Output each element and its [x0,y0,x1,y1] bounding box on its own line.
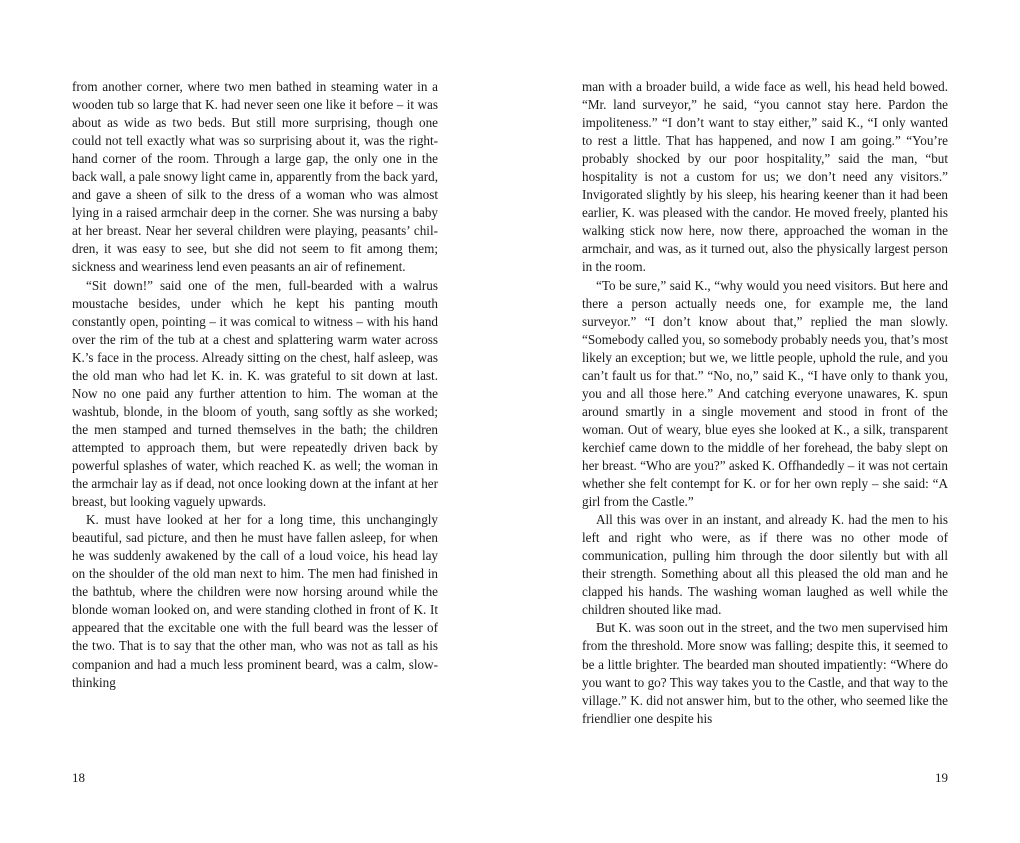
right-page-text [582,78,948,728]
paragraph: “Sit down!” said one of the men, full-bearded with a walrus moustache besides, under which he kept his panting mouth constantly open, pointing – it was comical to witness – with his hand over the rim of the tub at a chest and splattering warm water across K.’s face in the process. Already sitting on the chest, half asleep, was the old man who had let K. in. K. was grateful to sit down at last. Now no one paid any further attention to him. The woman at the washtub, blonde, in the bloom of youth, sang softly as she worked; the men stamped and turned themselves in the bath; the children attempted to approach them, but were repeatedly driven back by powerful splashes of water, which reached K. as well; the woman in the armchair lay as if dead, not once looking down at the infant at her breast, but looking vaguely upwards. [72,277,438,510]
paragraph: “To be sure,” said K., “why would you need visitors. But here and there a person actually needs one, for example me, the land surveyor.” “I don’t know about that,” replied the man slowly. “Somebody called you, so somebody probably needs you, that’s most likely an exception; but we, we little people, uphold the rule, and you can’t fault us for that.” “No, no,” said K., “I have only to thank you, you and all those here.” And catching everyone unawares, K. spun around smartly in a single movement and stood in front of the woman. Out of weary, blue eyes she looked at K., a silk, transparent kerchief came down to the middle of her forehead, the baby slept on her breast. “Who are you?” asked K. Offhandedly – it was not certain whether she felt contempt for K. or for her own reply – she said: “A girl from the Castle.” [582,277,948,510]
paragraph: But K. was soon out in the street, and the two men supervised him from the threshold. More snow was falling; despite this, it seemed to be a little brighter. The bearded man shouted impatiently: “Where do you want to go? This way takes you to the Castle, and that way to the village.” K. did not answer him, but to the other, who seemed like the friendlier one despite his [582,620,948,726]
paragraph: K. must have looked at her for a long time, this unchangingly beautiful, sad picture, and then he must have fallen asleep, for when he was suddenly awakened by the call of a loud voice, his head lay on the shoulder of the old man next to him. The men had finished in the bathtub, where the children were now horsing around while the blonde woman looked on, and were standing clothed in front of K. It appeared that the excitable one with the full beard was the lesser of the two. That is to say that the other man, who was not as tall as his companion and had a much less prominent beard, was a calm, slow-thinking [72,512,438,690]
left-page-text [72,78,438,692]
page-number: 18 [72,770,85,785]
paragraph: man with a broader build, a wide face as well, his head held bowed. “Mr. land surveyor,” he said, “you cannot stay here. Pardon the impoliteness.” “I don’t want to stay either,” said K., “I only wanted to rest a little. That has happened, and now I am going.” “You’re probably shocked by our poor hospitality,” said the man, “but hospitality is not a custom for us; we don’t need any visitors.” Invigorated slightly by his sleep, his hearing keener than it had been earlier, K. was pleased with the candor. He moved freely, planted his walking stick now here, now there, approached the woman in the armchair, and was, as it turned out, also the physically largest person in the room. [582,79,948,275]
right-page [510,0,1020,843]
paragraph: from another corner, where two men bathed in steaming water in a wooden tub so large that K. had never seen one like it before – it was about as wide as two beds. But still more surprising, though one could not tell exactly what was so surprising about it, was the right-hand corner of the room. Through a large gap, the only one in the back wall, a pale snowy light came in, apparently from the back yard, and gave a sheen of silk to the dress of a woman who was almost lying in a raised armchair deep in the corner. She was nursing a baby at her breast. Near her several children were playing, peasants’ children, it was easy to see, but she did not seem to fit among them; sickness and weariness lend even peasants an air of refinement. [72,79,438,275]
paragraph: All this was over in an instant, and already K. had the men to his left and right who were, as if there was no other mode of communication, pulling him through the door silently but with all their strength. Something about all this pleased the old man and he clapped his hands. The washing woman laughed as well while the children shouted like mad. [582,512,948,618]
page-number: 19 [935,770,948,785]
